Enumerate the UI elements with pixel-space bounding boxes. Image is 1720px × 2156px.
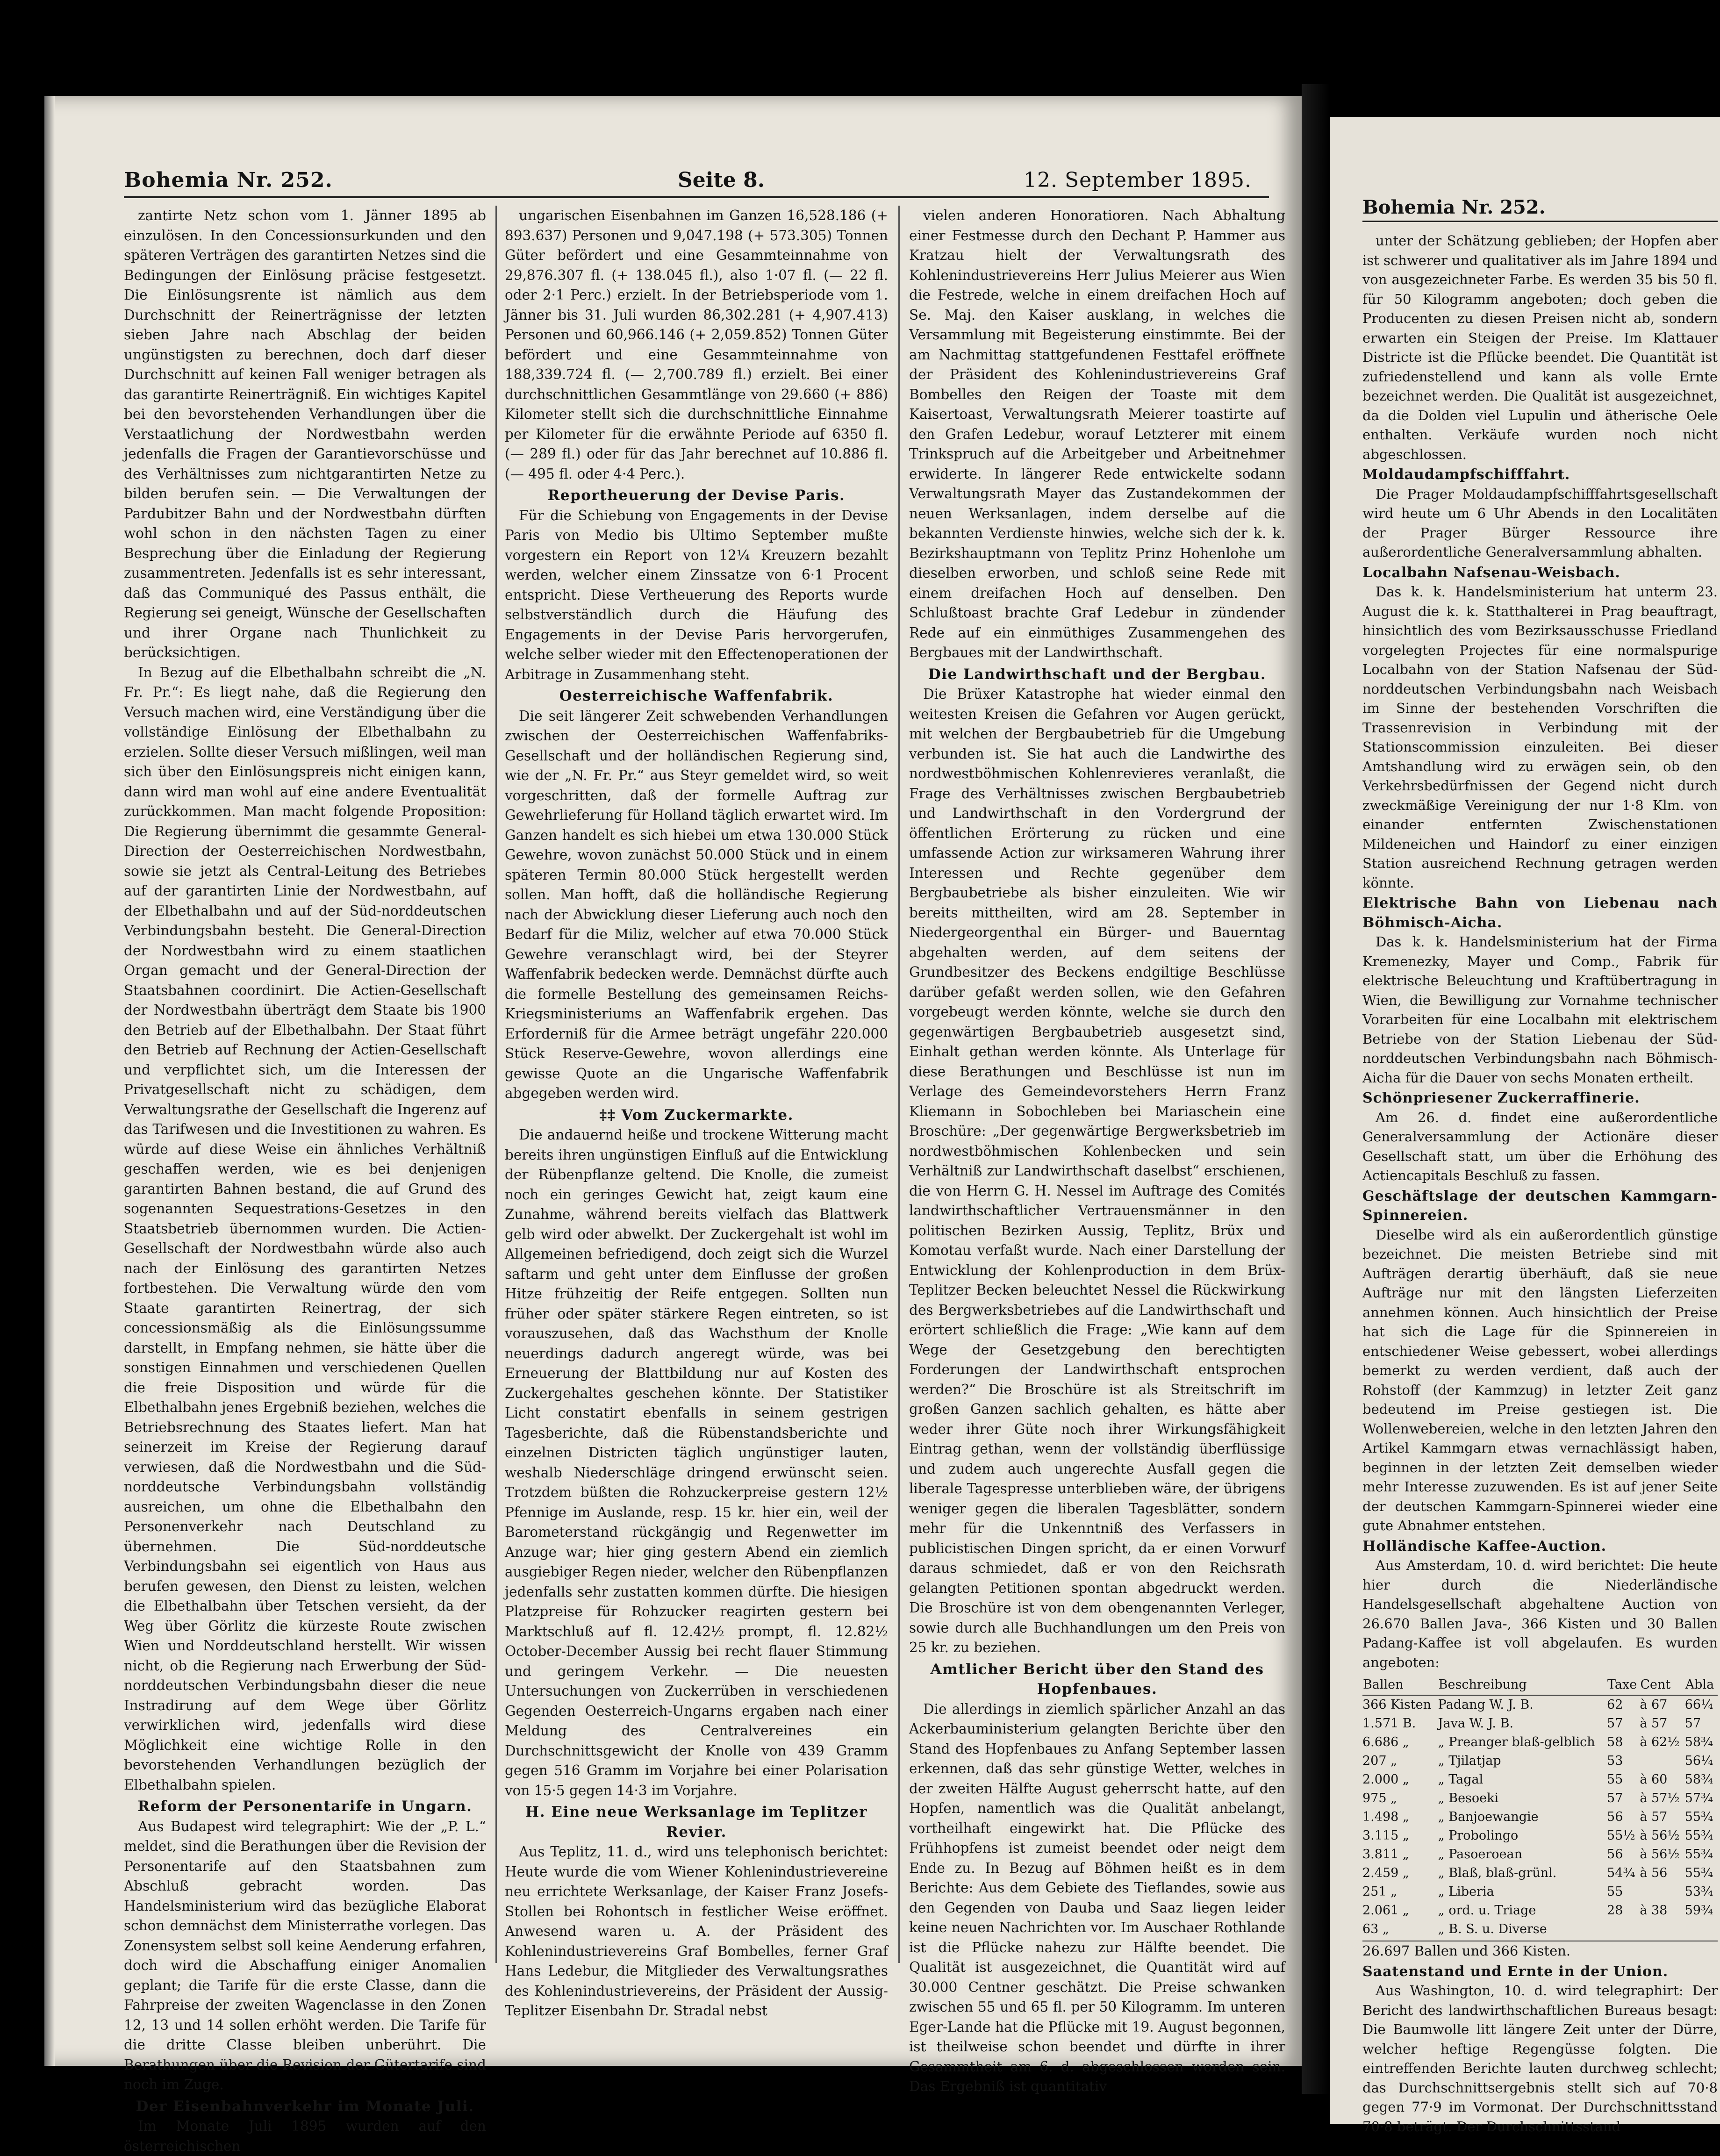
- article-text: unter der Schätzung geblieben; der Hopfen aber ist schwerer und qualitativer als im Jahre 1894 und von ausgezeichneter Farbe. Es werden 35 bis 50 fl. für 50 Kilogramm angeboten; doch geben die Producenten zu diesen Preisen nicht ab, sondern erwarten ein Steigen der Preise. Im Klattauer Districte ist die Pflücke beendet. Die Quantität ist zufriedenstellend und kann als volle Ernte bezeichnet werden. Die Qualität ist ausgezeichnet, da die Dolden viel Lupulin und ätherische Oele enthalten. Verkäufe wurden noch nicht abgeschlossen.: [1362, 233, 1718, 462]
- table-cell: 55¾: [1684, 1828, 1713, 1843]
- article-heading: Der Eisenbahnverkehr im Monate Juli.: [136, 2098, 474, 2115]
- table-cell: 57: [1607, 1791, 1623, 1805]
- table-header-cell: Taxe: [1607, 1675, 1640, 1695]
- table-cell: 58: [1607, 1735, 1623, 1749]
- table-cell: „ Preanger blaß-gelblich: [1438, 1735, 1595, 1749]
- table-cell: à 67: [1640, 1698, 1668, 1712]
- article-text: Das k. k. Handelsministerium hat unterm 23. August die k. k. Statthalterei in Prag beauftragt, hinsichtlich des vom Bezirksausschusse Friedland vorgelegten Projectes für eine normalspurige Localbahn von der Station Nafsenau der Süd-norddeutschen Verbindungsbahn nach Weisbach im Sinne der bestehenden Vorschriften die Trassenrevision in Verbindung mit der Stationscommission einzuleiten. Bei dieser Amtshandlung wird zu erwägen sein, ob den Verkehrsbedürfnissen der Gegend nicht durch zweckmäßige Vereinigung der nur 1·8 Klm. von einander entfernten Zwischenstationen Mildeneichen und Haindorf zu einer einzigen Station ausreichend Rechnung getragen werden könnte.: [1362, 584, 1718, 891]
- table-cell: 1.571 B.: [1362, 1716, 1416, 1731]
- table-cell: à 57½: [1640, 1791, 1680, 1805]
- article-heading: Amtlicher Bericht über den Stand des Hopfenbaues.: [930, 1661, 1264, 1698]
- article-heading: Reform der Personentarife in Ungarn.: [137, 1798, 473, 1815]
- table-cell: „ Blaß, blaß-grünl.: [1438, 1866, 1557, 1880]
- table-cell: 57: [1607, 1716, 1623, 1731]
- table-cell: 58¾: [1684, 1772, 1713, 1787]
- article-text: Aus Washington, 10. d. wird telegraphirt: Der Bericht des landwirthschaftlichen Bureaus besagt: Die Baumwolle litt längere Zeit unter der Dürre, welcher heftige Regengüsse folgten. Die eintreffenden Berichte lauten durchweg schlecht; das Durchschnittsergebnis stellt sich auf 70·8 gegen 77·9 im Vormonat. Der Durchschnittsstand 70·8 beträgt. Der Durchschnittsstand: [1362, 1983, 1718, 2135]
- article-heading: Geschäftslage der deutschen Kammgarn-Spinnereien.: [1362, 1188, 1718, 1224]
- table-row: [1362, 1714, 1718, 1733]
- header-rule: [124, 196, 1269, 198]
- table-cell: 55¾: [1684, 1847, 1713, 1862]
- table-cell: 975 „: [1362, 1791, 1398, 1805]
- article-heading: Die Landwirthschaft und der Bergbau.: [928, 666, 1267, 683]
- table-header-cell: Beschreibung: [1438, 1675, 1607, 1695]
- table-cell: „ Pasoeroean: [1438, 1847, 1522, 1862]
- table-cell: 66¼: [1684, 1698, 1713, 1712]
- column-1: [124, 206, 486, 2154]
- table-cell: 366 Kisten: [1362, 1698, 1431, 1712]
- article-text: Die seit längerer Zeit schwebenden Verhandlungen zwischen der Oesterreichischen Waffenfabriks-Gesellschaft und der holländischen Regierung sind, wie der „N. Fr. Pr.“ aus Steyr gemeldet wird, so weit vorgeschritten, daß der formelle Auftrag zur Gewehrlieferung für Holland täglich erwartet wird. Im Ganzen handelt es sich hiebei um etwa 130.000 Stück Gewehre, wovon zunächst 50.000 Stück und in einem späteren Termin 80.000 Stück hergestellt werden sollen. Man hofft, daß die holländische Regierung nach der Abwicklung dieser Lieferung auch noch den Bedarf für die Miliz, welcher auf etwa 70.000 Stück Gewehre veranschlagt wird, bei der Steyrer Waffenfabrik bedecken werde. Demnächst dürfte auch die formelle Bestellung des gemeinsamen Reichs-Kriegsministeriums an Waffenfabrik ergehen. Das Erforderniß für die Armee beträgt ungefähr 220.000 Stück Reserve-Gewehre, wovon allerdings eine gewisse Quote an die Ungarische Waffenfabrik abgegeben werden wird.: [505, 708, 888, 1101]
- table-row: [1362, 1901, 1718, 1920]
- article-text: Die Brüxer Katastrophe hat wieder einmal den weitesten Kreisen die Gefahren vor Augen gerückt, mit welchen der Bergbaubetrieb für die Umgebung verbunden ist. Sie hat auch die Landwirthe des nordwestböhmischen Kohlenrevieres veranlaßt, die Frage des Verhältnisses zwischen Bergbaubetrieb und Landwirthschaft in den Vordergrund der öffentlichen Erörterung zu rücken und eine umfassende Action zur wirksameren Wahrung ihrer Interessen und Rechte gegenüber dem Bergbaubetriebe als bisher einzuleiten. Wie wir bereits mittheilten, wird am 28. September in Niedergeorgenthal ein Bürger- und Bauerntag abgehalten werden, auf dem seitens der Grundbesitzer des Beckens endgiltige Beschlüsse darüber gefaßt werden sollen, wie den Gefahren vorgebeugt werden könnte, welche sie durch den gegenwärtigen Bergbaubetrieb ausgesetzt sind, Einhalt gethan werden könnte. Als Unterlage für diese Berathungen und Beschlüsse ist nun im Verlage des Gemeindevorstehers Herrn Franz Kliemann in Sobochleben bei Mariaschein eine Broschüre: „Der gegenwärtige Bergwerksbetrieb im nordwestböhmischen Kohlenbecken und sein Verhältniß zur Landwirthschaft daselbst“ erschienen, die von Herrn G. H. Nessel im Auftrage des Comités landwirthschaftlicher Vertrauensmänner in den politischen Bezirken Aussig, Teplitz, Brüx und Komotau verfaßt wurde. Nach einer Darstellung der Entwicklung der Kohlenproduction in dem Brüx-Teplitzer Becken beleuchtet Nessel die Rückwirkung des Bergwerksbetriebes auf die Landwirthschaft und erörtert schließlich die Frage: „Wie kann auf dem Wege der Gesetzgebung den berechtigten Forderungen der Landwirthschaft entsprochen werden?“ Die Broschüre ist als Streitschrift im großen Ganzen sachlich gehalten, es hätte aber weder ihrer Güte noch ihrer Wirkungsfähigkeit Eintrag gethan, wenn der vollständig überflüssige und zudem auch ungerechte Ausfall gegen die liberale Tagespresse unterblieben wäre, der übrigens weniger gegen die liberalen Tagesblätter, sondern mehr für die Unkenntniß des Verfassers in publicistischen Dingen spricht, da er einen Vorwurf daraus schmiedet, daß er von den Reichsrath gelangten Petitionen spontan abgedruckt werden. Die Broschüre ist von dem obengenannten Verleger, sowie durch alle Buchhandlungen um den Preis von 25 kr. zu beziehen.: [909, 686, 1285, 1655]
- table-cell: 55½: [1607, 1828, 1635, 1843]
- auction-table-header: [1362, 1675, 1718, 1695]
- table-cell: à 56½: [1640, 1847, 1680, 1862]
- table-cell: à 60: [1640, 1772, 1668, 1787]
- article-text: Aus Amsterdam, 10. d. wird berichtet: Die heute hier durch die Niederländische Handelsgesellschaft abgehaltene Auction von 26.670 Ballen Java-, 366 Kisten und 30 Ballen Padang-Kaffee ist voll abgelaufen. Es wurden angeboten:: [1362, 1557, 1718, 1670]
- table-cell: à 57: [1640, 1716, 1668, 1731]
- article-heading: Moldaudampfschifffahrt.: [1362, 466, 1570, 483]
- table-cell: à 56½: [1640, 1828, 1680, 1843]
- table-cell: 57: [1684, 1716, 1701, 1731]
- page-number: Seite 8.: [678, 168, 765, 192]
- table-row: [1362, 1770, 1718, 1789]
- column-divider: [898, 206, 900, 1963]
- table-cell: 2.459 „: [1362, 1866, 1409, 1880]
- article-heading: Holländische Kaffee-Auction.: [1362, 1538, 1607, 1554]
- book-gutter: [1302, 84, 1330, 2094]
- table-cell: 55: [1607, 1772, 1623, 1787]
- table-cell: „ Besoeki: [1438, 1791, 1499, 1805]
- table-cell: 58¾: [1684, 1735, 1713, 1749]
- table-cell: 56: [1607, 1810, 1623, 1824]
- auction-total: 26.697 Ballen und 366 Kisten.: [1362, 1941, 1718, 1961]
- article-heading: Localbahn Nafsenau-Weisbach.: [1362, 564, 1620, 581]
- table-cell: 2.061 „: [1362, 1903, 1409, 1918]
- article-heading: Elektrische Bahn von Liebenau nach Böhmisch-Aicha.: [1362, 895, 1718, 931]
- table-cell: „ Probolingo: [1438, 1828, 1519, 1843]
- table-cell: 57¾: [1684, 1791, 1713, 1805]
- masthead-paper-right: Bohemia Nr. 252.: [1362, 196, 1546, 218]
- table-cell: „ B. S. u. Diverse: [1438, 1922, 1547, 1936]
- article-text: vielen anderen Honoratioren. Nach Abhaltung einer Festmesse durch den Dechant P. Hammer aus Kratzau hielt der Verwaltungsrath des Kohlenindustrievereins Herr Julius Meierer aus Wien die Festrede, welche in einem dreifachen Hoch auf Se. Maj. den Kaiser ausklang, in welches die Versammlung mit Begeisterung einstimmte. Bei der am Nachmittag stattgefundenen Festtafel eröffnete der Präsident des Kohlenindustrievereins Graf Bombelles den Reigen der Toaste mit dem Kaisertoast, Verwaltungsrath Meierer toastirte auf den Grafen Ledebur, worauf Letzterer mit einem Trinkspruch auf die Arbeitgeber und Arbeitnehmer erwiderte. In längerer Rede entwickelte sodann Verwaltungsrath Mayer das Zustandekommen der neuen Werksanlagen, indem derselbe auf die bekannten Verdienste hinwies, welche sich der k. k. Bezirkshauptmann von Teplitz Prinz Hohenlohe um dieselben erworben, und schloß seine Rede mit einem dreifachen Hoch auf denselben. Den Schlußtoast brachte Graf Ledebur in zündender Rede auf ein einmüthiges Zusammengehen des Bergbaues mit der Landwirthschaft.: [909, 208, 1285, 660]
- table-cell: [1607, 1920, 1640, 1939]
- table-cell: „ Tagal: [1438, 1772, 1484, 1787]
- table-cell: Java W. J. B.: [1438, 1716, 1514, 1731]
- table-header-cell: Ballen: [1362, 1675, 1438, 1695]
- table-row: [1362, 1752, 1718, 1770]
- right-column: [1362, 231, 1718, 2135]
- article-heading: ‡‡ Vom Zuckermarkte.: [599, 1106, 794, 1124]
- table-cell: 53¾: [1684, 1884, 1713, 1899]
- table-row: [1362, 1845, 1718, 1864]
- table-cell: [1640, 1883, 1684, 1901]
- table-cell: 54¾: [1607, 1866, 1635, 1880]
- table-cell: 55: [1607, 1884, 1623, 1899]
- table-row: [1362, 1864, 1718, 1883]
- table-cell: Padang W. J. B.: [1438, 1698, 1534, 1712]
- table-cell: 1.498 „: [1362, 1810, 1409, 1824]
- table-cell: 53: [1607, 1754, 1623, 1768]
- table-cell: „ Tjilatjap: [1438, 1754, 1501, 1768]
- auction-table: [1362, 1675, 1718, 1939]
- table-cell: „ ord. u. Triage: [1438, 1903, 1536, 1918]
- article-text: ungarischen Eisenbahnen im Ganzen 16,528.186 (+ 893.637) Personen und 9,047.198 (+ 573.305) Tonnen Güter befördert und eine Gesammteinnahme von 29,876.307 fl. (+ 138.045 fl.), also 1·07 fl. (— 22 fl. oder 2·1 Perc.) erzielt. In der Betriebsperiode vom 1. Jänner bis 31. Juli wurden 86,302.281 (+ 4,907.413) Personen und 60,966.146 (+ 2,059.852) Tonnen Güter befördert und eine Gesammteinnahme von 188,339.724 fl. (— 2,700.789 fl.) erzielt. Bei einer durchschnittlichen Gesammtlänge von 29.660 (+ 886) Kilometer stellt sich die durchschnittliche Einnahme per Kilometer für die erwähnte Periode auf 6350 fl. (— 289 fl.) oder für das Jahr berechnet auf 10.886 fl. (— 495 fl. oder 4·4 Perc.).: [505, 208, 888, 482]
- table-row: [1362, 1695, 1718, 1714]
- header-rule-right: [1362, 221, 1718, 222]
- article-text: Für die Schiebung von Engagements in der Devise Paris von Medio bis Ultimo September mußte vorgestern ein Report von 12¼ Kreuzern bezahlt werden, welcher einem Zinssatze von 6·1 Procent entspricht. Diese Vertheuerung des Reports wurde selbstverständlich durch die Häufung des Engagements in der Devise Paris hervorgerufen, welche selber wieder mit den Effectenoperationen der Arbitrage in Zusammenhang steht.: [505, 507, 888, 682]
- article-text: In Bezug auf die Elbethalbahn schreibt die „N. Fr. Pr.“: Es liegt nahe, daß die Regierung den Versuch machen wird, eine Verständigung über die vollständige Einlösung der Elbethalbahn zu erzielen. Sollte dieser Versuch mißlingen, weil man sich über den Einlösungspreis nicht einigen kann, dann wird man wohl auf eine andere Eventualität zurückkommen. Man macht folgende Proposition: Die Regierung übernimmt die gesammte General-Direction der Oesterreichischen Nordwestbahn, sowie sie jetzt als Central-Leitung des Betriebes auf der garantirten Linie der Nordwestbahn, auf der Elbethalbahn und auf der Süd-norddeutschen Verbindungsbahn besteht. Die General-Direction der Nordwestbahn wird zu einem staatlichen Organ gemacht und der General-Direction der Staatsbahnen coordinirt. Die Actien-Gesellschaft der Nordwestbahn überträgt dem Staate bis 1900 den Betrieb auf der Elbethalbahn. Der Staat führt den Betrieb auf Rechnung der Actien-Gesellschaft und verpflichtet sich, um die Interessen der Privatgesellschaft nicht zu schädigen, dem Verwaltungsrathe der Gesellschaft die Ingerenz auf das Tarifwesen und die Investitionen zu wahren. Es würde auf diese Weise ein ähnliches Verhältniß geschaffen werden, wie es bei denjenigen garantirten Bahnen bestand, die auf Grund des sogenannten Sequestrations-Gesetzes in den Staatsbetrieb übernommen wurden. Die Actien-Gesellschaft der Nordwestbahn würde also auch nach der Einlösung des garantirten Netzes fortbestehen. Die Verwaltung würde den vom Staate garantirten Reinertrag, der sich concessionsmäßig als die Einlösungssumme darstellt, in Empfang nehmen, sie hätte über die sonstigen Einnahmen und verschiedenen Quellen die freie Disposition und würde für die Elbethalbahn jenes Ergebniß beziehen, welches die Betriebsrechnung des Staates liefert. Man hat seinerzeit im Kreise der Regierung darauf verwiesen, daß die Nordwestbahn und die Süd-norddeutsche Verbindungsbahn vollständig ausreichen, um ohne die Elbethalbahn den Personenverkehr nach Deutschland zu übernehmen. Die Süd-norddeutsche Verbindungsbahn sei eigentlich von Haus aus berufen gewesen, den Dienst zu leisten, welchen die Elbethalbahn über Tetschen versieht, da der Weg über Görlitz die kürzeste Route zwischen Wien und Norddeutschland herstellt. Wir wissen nicht, ob die Regierung nach Erwerbung der Süd-norddeutschen Verbindungsbahn dieser die neue Instradirung auf dem Wege über Görlitz verwirklichen wird, jedenfalls wird diese Möglichkeit eine wichtige Rolle in den bevorstehenden Verhandlungen bezüglich der Elbethalbahn spielen.: [124, 664, 486, 1793]
- table-row: [1362, 1789, 1718, 1808]
- table-cell: 55¾: [1684, 1810, 1713, 1824]
- table-cell: 63 „: [1362, 1922, 1389, 1936]
- table-cell: „ Liberia: [1438, 1884, 1494, 1899]
- column-divider: [495, 206, 497, 1963]
- issue-date: 12. September 1895.: [1024, 168, 1252, 192]
- article-text: Das k. k. Handelsministerium hat der Firma Kremenezky, Mayer und Comp., Fabrik für elektrische Beleuchtung und Kraftübertragung in Wien, die Bewilligung zur Vornahme technischer Vorarbeiten für eine Localbahn mit elektrischem Betriebe von der Station Liebenau der Süd-norddeutschen Verbindungsbahn nach Böhmisch-Aicha für die Dauer von sechs Monaten ertheilt.: [1362, 934, 1718, 1086]
- table-row: [1362, 1883, 1718, 1901]
- article-heading: Oesterreichische Waffenfabrik.: [559, 688, 834, 704]
- article-text: Dieselbe wird als ein außerordentlich günstige bezeichnet. Die meisten Betriebe sind mit Aufträgen derartig überhäuft, daß sie neue Aufträge nur mit den längsten Lieferzeiten annehmen können. Auch hinsichtlich der Preise hat sich die Lage für die Spinnereien in entschiedener Weise gebessert, wobei allerdings bemerkt zu werden verdient, daß auch der Rohstoff (der Kammzug) in letzter Zeit ganz bedeutend im Preise gestiegen ist. Die Wollenwebereien, welche in den letzten Jahren den Artikel Kammgarn etwas vernachlässigt haben, beginnen in der letzten Zeit demselben wieder mehr Interesse zuzuwenden. Es ist auf jener Seite der deutschen Kammgarn-Spinnerei wieder eine gute Abnahmer entstehen.: [1362, 1226, 1718, 1533]
- table-cell: à 56: [1640, 1866, 1668, 1880]
- right-page: [1330, 117, 1720, 2135]
- auction-table-body: [1362, 1695, 1718, 1939]
- table-cell: 3.811 „: [1362, 1847, 1409, 1862]
- table-cell: 56¼: [1684, 1754, 1713, 1768]
- article-heading: Schönpriesener Zuckerraffinerie.: [1362, 1090, 1640, 1106]
- table-cell: à 62½: [1640, 1735, 1680, 1749]
- column-2: [505, 206, 888, 2019]
- table-row: [1362, 1827, 1718, 1845]
- article-text: zantirte Netz schon vom 1. Jänner 1895 ab einzulösen. In den Concessionsurkunden und den späteren Verträgen des garantirten Netzes sind die Bedingungen der Einlösung präcise festgesetzt. Die Einlösungsrente ist nämlich aus dem Durchschnitt der Reinerträgnisse der letzten sieben Jahre nach Abschlag der beiden ungünstigsten zu berechnen, doch darf dieser Durchschnitt auf keinen Fall weniger betragen als das garantirte Reinerträgniß. Ein wichtiges Kapitel bei den bevorstehenden Verhandlungen über die Verstaatlichung der Nordwestbahn werden jedenfalls die Fragen der Garantievorschüsse und des Verhältnisses zum nichtgarantirten Netze zu bilden berufen sein. — Die Verwaltungen der Pardubitzer Bahn und der Nordwestbahn dürften wohl schon in den nächsten Tagen zu einer Besprechung über die Einladung der Regierung zusammentreten. Jedenfalls ist es sehr interessant, daß das Communiqué des Passus enthält, die Regierung sei geneigt, Wünsche der Gesellschaften und ihrer Organe nach Thunlichkeit zu berücksichtigen.: [124, 208, 486, 660]
- table-cell: 2.000 „: [1362, 1772, 1409, 1787]
- table-cell: [1685, 1920, 1718, 1939]
- table-cell: 59¾: [1684, 1903, 1713, 1918]
- table-cell: 55¾: [1684, 1866, 1713, 1880]
- table-cell: 3.115 „: [1362, 1828, 1409, 1843]
- article-text: Im Monate Juli 1895 wurden auf den österreichischen: [124, 2118, 486, 2154]
- masthead-paper: Bohemia Nr. 252.: [124, 168, 333, 192]
- table-cell: [1640, 1920, 1684, 1939]
- table-row: [1362, 1920, 1718, 1939]
- table-cell: 56: [1607, 1847, 1623, 1862]
- article-heading: Reportheuerung der Devise Paris.: [547, 487, 846, 504]
- table-cell: 28: [1607, 1903, 1623, 1918]
- article-heading: H. Eine neue Werksanlage im Teplitzer Revier.: [525, 1804, 867, 1841]
- article-text: Die andauernd heiße und trockene Witterung macht bereits ihren ungünstigen Einfluß auf die Entwicklung der Rübenpflanze geltend. Die Knolle, die zumeist noch ein geringes Gewicht hat, zeigt kaum eine Zunahme, während bereits vielfach das Blattwerk gelb wird oder abwelkt. Der Zuckergehalt ist wohl im Allgemeinen befriedigend, doch zeigt sich die Wurzel saftarm und geht unter dem Einflusse der großen Hitze frühzeitig der Reife entgegen. Sollten nun früher oder später stärkere Regen eintreten, so ist vorauszusehen, daß das Wachsthum der Knolle neuerdings dadurch angeregt würde, was bei Erneuerung der Blattbildung nur auf Kosten des Zuckergehaltes geschehen könnte. Der Statistiker Licht constatirt ebenfalls in seinem gestrigen Tagesberichte, daß die Rübenstandsberichte und einzelnen Districten täglich ungünstiger lauten, weshalb Niederschläge dringend erwünscht seien. Trotzdem büßten die Rohzuckerpreise gestern 12½ Pfennige im Auslande, resp. 15 kr. hier ein, weil der Barometerstand rückgängig und Regenwetter im Anzuge war; hier ging gestern Abend ein ziemlich ausgiebiger Regen nieder, welcher den Rübenpflanzen jedenfalls sehr zustatten kommen dürfte. Die hiesigen Platzpreise für Rohzucker reagirten gestern bei Marktschluß auf fl. 12.42½ prompt, fl. 12.82½ October-December Aussig bei recht flauer Stimmung und geringem Verkehr. — Die neuesten Untersuchungen von Zuckerrüben in verschiedenen Gegenden Oesterreich-Ungarns ergaben nach einer Meldung des Centralvereines ein Durchschnittsgewicht der Knolle von 439 Gramm gegen 516 Gramm im Vorjahre bei einer Polarisation von 15·5 gegen 14·3 im Vorjahre.: [505, 1127, 888, 1798]
- article-text: Aus Budapest wird telegraphirt: Wie der „P. L.“ meldet, sind die Berathungen über die Revision der Personentarife auf den Staatsbahnen zum Abschluß gebracht worden. Das Handelsministerium wird das bezügliche Elaborat schon demnächst dem Ministerrathe vorlegen. Das Zonensystem selbst soll keine Aenderung erfahren, doch wird die Abschaffung einiger Anomalien geplant; die Tarife für die erste Classe, dann die Fahrpreise der zweiten Wagenclasse in den Zonen 12, 13 und 14 sollen erhöht werden. Die Tarife für die dritte Classe bleiben unberührt. Die Berathungen über die Revision der Gütertarife sind noch im Zuge.: [124, 1818, 486, 2092]
- table-cell: „ Banjoewangie: [1438, 1810, 1539, 1824]
- table-cell: 207 „: [1362, 1754, 1398, 1768]
- table-cell: [1640, 1752, 1684, 1770]
- table-row: [1362, 1808, 1718, 1827]
- table-cell: 62: [1607, 1698, 1623, 1712]
- table-cell: 6.686 „: [1362, 1735, 1409, 1749]
- article-text: Am 26. d. findet eine außerordentliche Generalversammlung der Actionäre dieser Gesellschaft statt, um über die Erhöhung des Actiencapitals Beschluß zu fassen.: [1362, 1109, 1718, 1183]
- article-text: Die Prager Moldaudampfschifffahrtsgesellschaft wird heute um 6 Uhr Abends in den Localitäten der Prager Bürger Ressource ihre außerordentliche Generalversammlung abhalten.: [1362, 486, 1718, 560]
- table-cell: à 38: [1640, 1903, 1668, 1918]
- article-text: Die allerdings in ziemlich spärlicher Anzahl an das Ackerbauministerium gelangten Berichte über den Stand des Hopfenbaues zu Anfang September lassen erkennen, daß das sehr günstige Wetter, welches in der zweiten Hälfte August geherrscht hatte, auf den Hopfen, namentlich was die Qualität anbelangt, vortheilhaft eingewirkt hat. Die Pflücke des Frühhopfens ist zumeist beendet oder neigt dem Ende zu. In Bezug auf Böhmen heißt es in dem Berichte: Aus dem Gebiete des Tieflandes, sowie aus den Gegenden von Dauba und Saaz liegen leider keine neuen Nachrichten vor. Im Auschaer Rothlande ist die Pflücke nahezu zur Hälfte beendet. Die Qualität ist ausgezeichnet, die Quantität wird auf 30.000 Centner geschätzt. Die Preise schwanken zwischen 55 und 65 fl. per 50 Kilogramm. Im unteren Eger-Lande hat die Pflücke mit 19. August begonnen, ist theilweise schon beendet und dürfte in ihrer Gesammtheit am 6. d. abgeschlossen worden sein. Das Ergebniß ist quantitativ: [909, 1701, 1285, 2094]
- table-cell: à 57: [1640, 1810, 1668, 1824]
- column-3: [909, 206, 1285, 2094]
- article-text: Aus Teplitz, 11. d., wird uns telephonisch berichtet: Heute wurde die vom Wiener Kohlenindustrievereine neu errichtete Werksanlage, der Kaiser Franz Josefs-Stollen bei Rohontsch in festlicher Weise eröffnet. Anwesend waren u. A. der Präsident des Kohlenindustrievereins Graf Bombelles, ferner Graf Hans Ledebur, die Mitglieder des Verwaltungsrathes des Kohlenindustrievereins, der Präsident der Aussig-Teplitzer Eisenbahn Dr. Stradal nebst: [505, 1844, 888, 2019]
- table-row: [1362, 1733, 1718, 1752]
- article-heading: Saatenstand und Ernte in der Union.: [1362, 1963, 1669, 1980]
- table-header-cell: Cent: [1640, 1675, 1684, 1695]
- table-cell: 251 „: [1362, 1884, 1398, 1899]
- table-header-cell: Abla: [1685, 1675, 1718, 1695]
